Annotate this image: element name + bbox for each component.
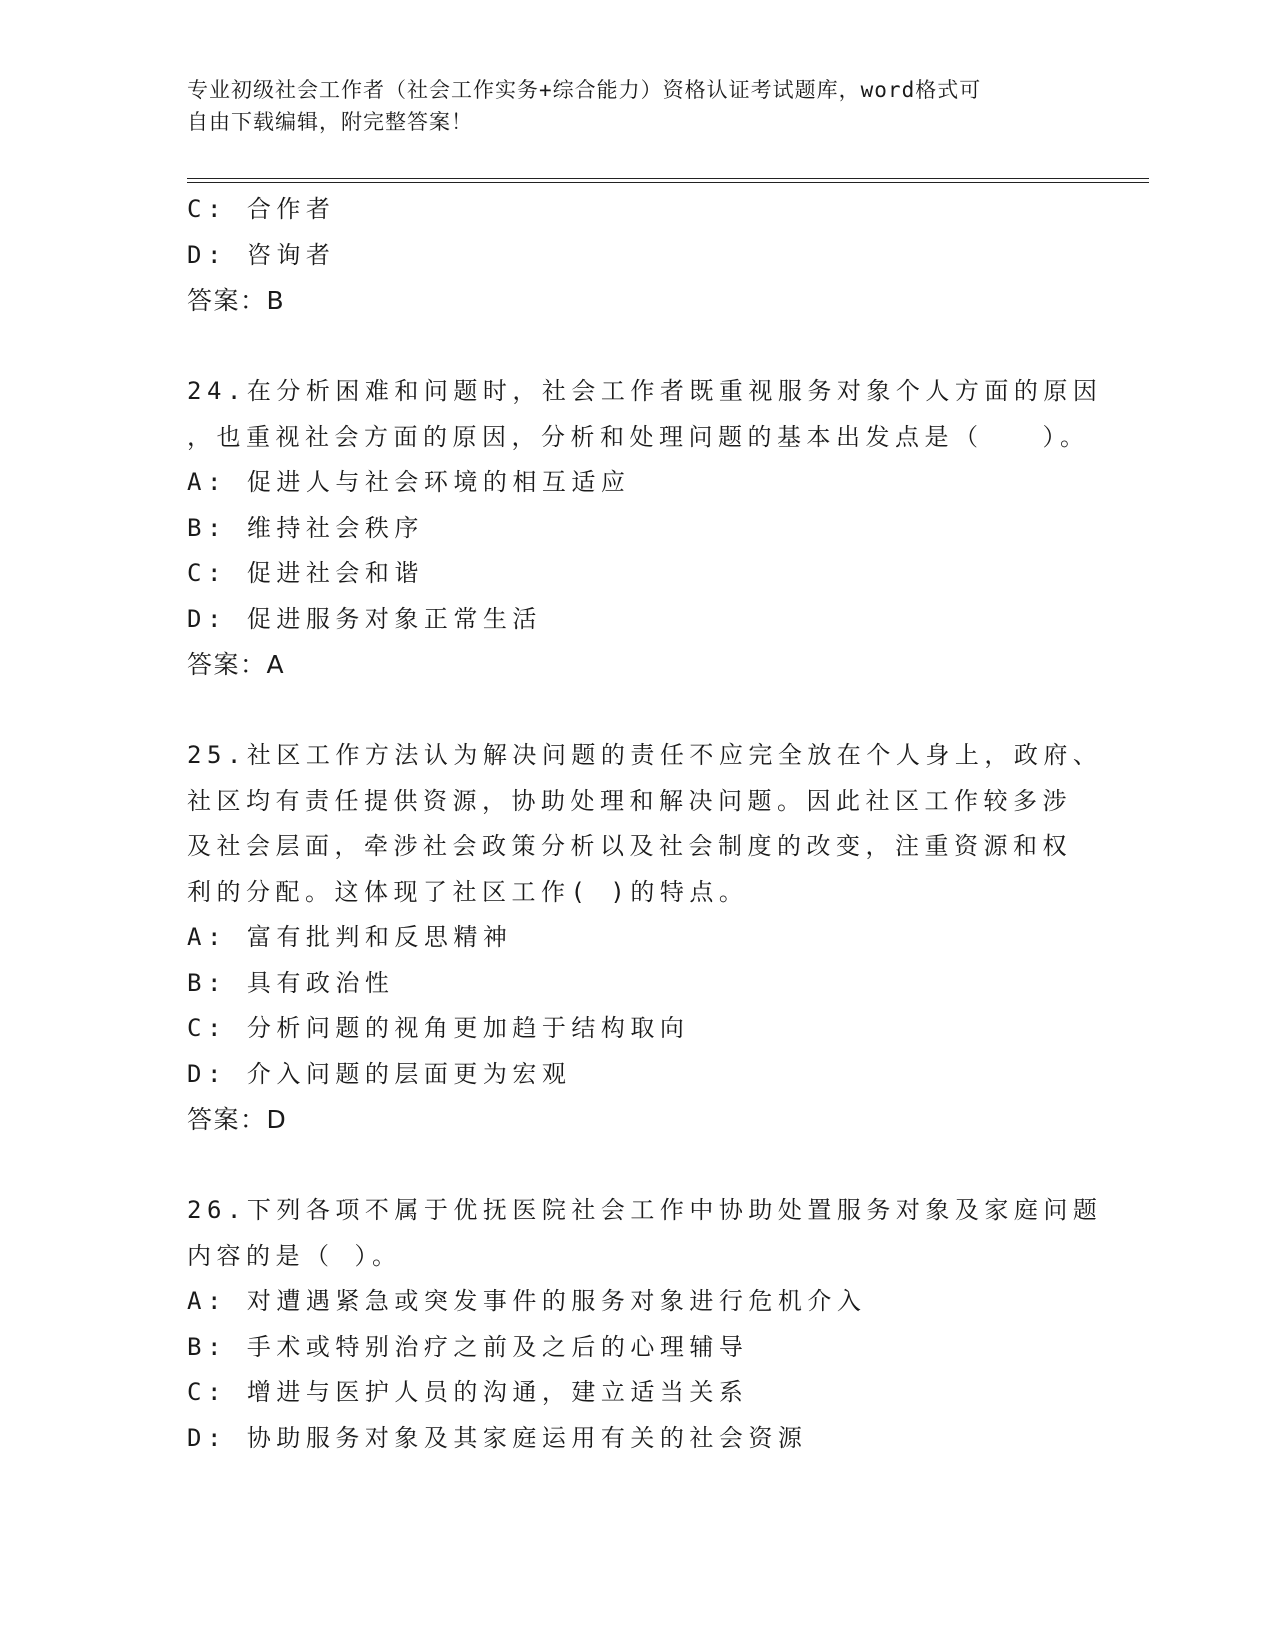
spacer bbox=[187, 688, 1087, 734]
option-d: D: 咨询者 bbox=[187, 240, 336, 269]
answer: 答案：A bbox=[187, 650, 286, 679]
header-rule-bottom bbox=[187, 182, 1149, 183]
page-header bbox=[187, 74, 1087, 138]
question-body bbox=[187, 187, 1103, 1461]
question-stem: 25.社区工作方法认为解决问题的责任不应完全放在个人身上，政府、 bbox=[187, 741, 1103, 769]
header-line-1: 专业初级社会工作者（社会工作实务+综合能力）资格认证考试题库，word格式可 bbox=[187, 78, 982, 102]
question-stem: 利的分配。这体现了社区工作( )的特点。 bbox=[187, 877, 749, 906]
question-23 bbox=[187, 187, 1087, 324]
option-c: C: 分析问题的视角更加趋于结构取向 bbox=[187, 1014, 690, 1042]
question-stem: ，也重视社会方面的原因，分析和处理问题的基本出发点是（ ）。 bbox=[187, 422, 1090, 451]
question-stem: 24.在分析困难和问题时，社会工作者既重视服务对象个人方面的原因 bbox=[187, 377, 1103, 405]
answer: 答案：B bbox=[187, 286, 286, 315]
question-26 bbox=[187, 1188, 1103, 1461]
option-d: D: 促进服务对象正常生活 bbox=[187, 604, 542, 633]
option-d: D: 协助服务对象及其家庭运用有关的社会资源 bbox=[187, 1423, 808, 1452]
option-a: A: 对遭遇紧急或突发事件的服务对象进行危机介入 bbox=[187, 1287, 867, 1315]
header-line-2: 自由下载编辑，附完整答案！ bbox=[187, 110, 473, 134]
option-c: C: 增进与医护人员的沟通，建立适当关系 bbox=[187, 1378, 749, 1406]
option-b: B: 维持社会秩序 bbox=[187, 513, 424, 542]
question-stem: 26.下列各项不属于优抚医院社会工作中协助处置服务对象及家庭问题 bbox=[187, 1196, 1103, 1224]
question-25 bbox=[187, 733, 1103, 1143]
spacer bbox=[187, 1143, 1087, 1189]
header-rule-top bbox=[187, 178, 1149, 179]
option-c: C: 促进社会和谐 bbox=[187, 559, 424, 587]
option-d: D: 介入问题的层面更为宏观 bbox=[187, 1059, 572, 1088]
option-a: A: 富有批判和反思精神 bbox=[187, 923, 513, 951]
option-c: C: 合作者 bbox=[187, 195, 336, 223]
option-b: B: 具有政治性 bbox=[187, 968, 395, 997]
question-stem: 及社会层面，牵涉社会政策分析以及社会制度的改变，注重资源和权 bbox=[187, 832, 1072, 860]
question-24 bbox=[187, 369, 1103, 688]
option-a: A: 促进人与社会环境的相互适应 bbox=[187, 468, 631, 496]
spacer bbox=[187, 324, 1087, 370]
answer: 答案：D bbox=[187, 1105, 288, 1134]
question-stem: 社区均有责任提供资源，协助处理和解决问题。因此社区工作较多涉 bbox=[187, 786, 1072, 815]
option-b: B: 手术或特别治疗之前及之后的心理辅导 bbox=[187, 1332, 749, 1361]
question-stem: 内容的是（ ）。 bbox=[187, 1241, 402, 1270]
